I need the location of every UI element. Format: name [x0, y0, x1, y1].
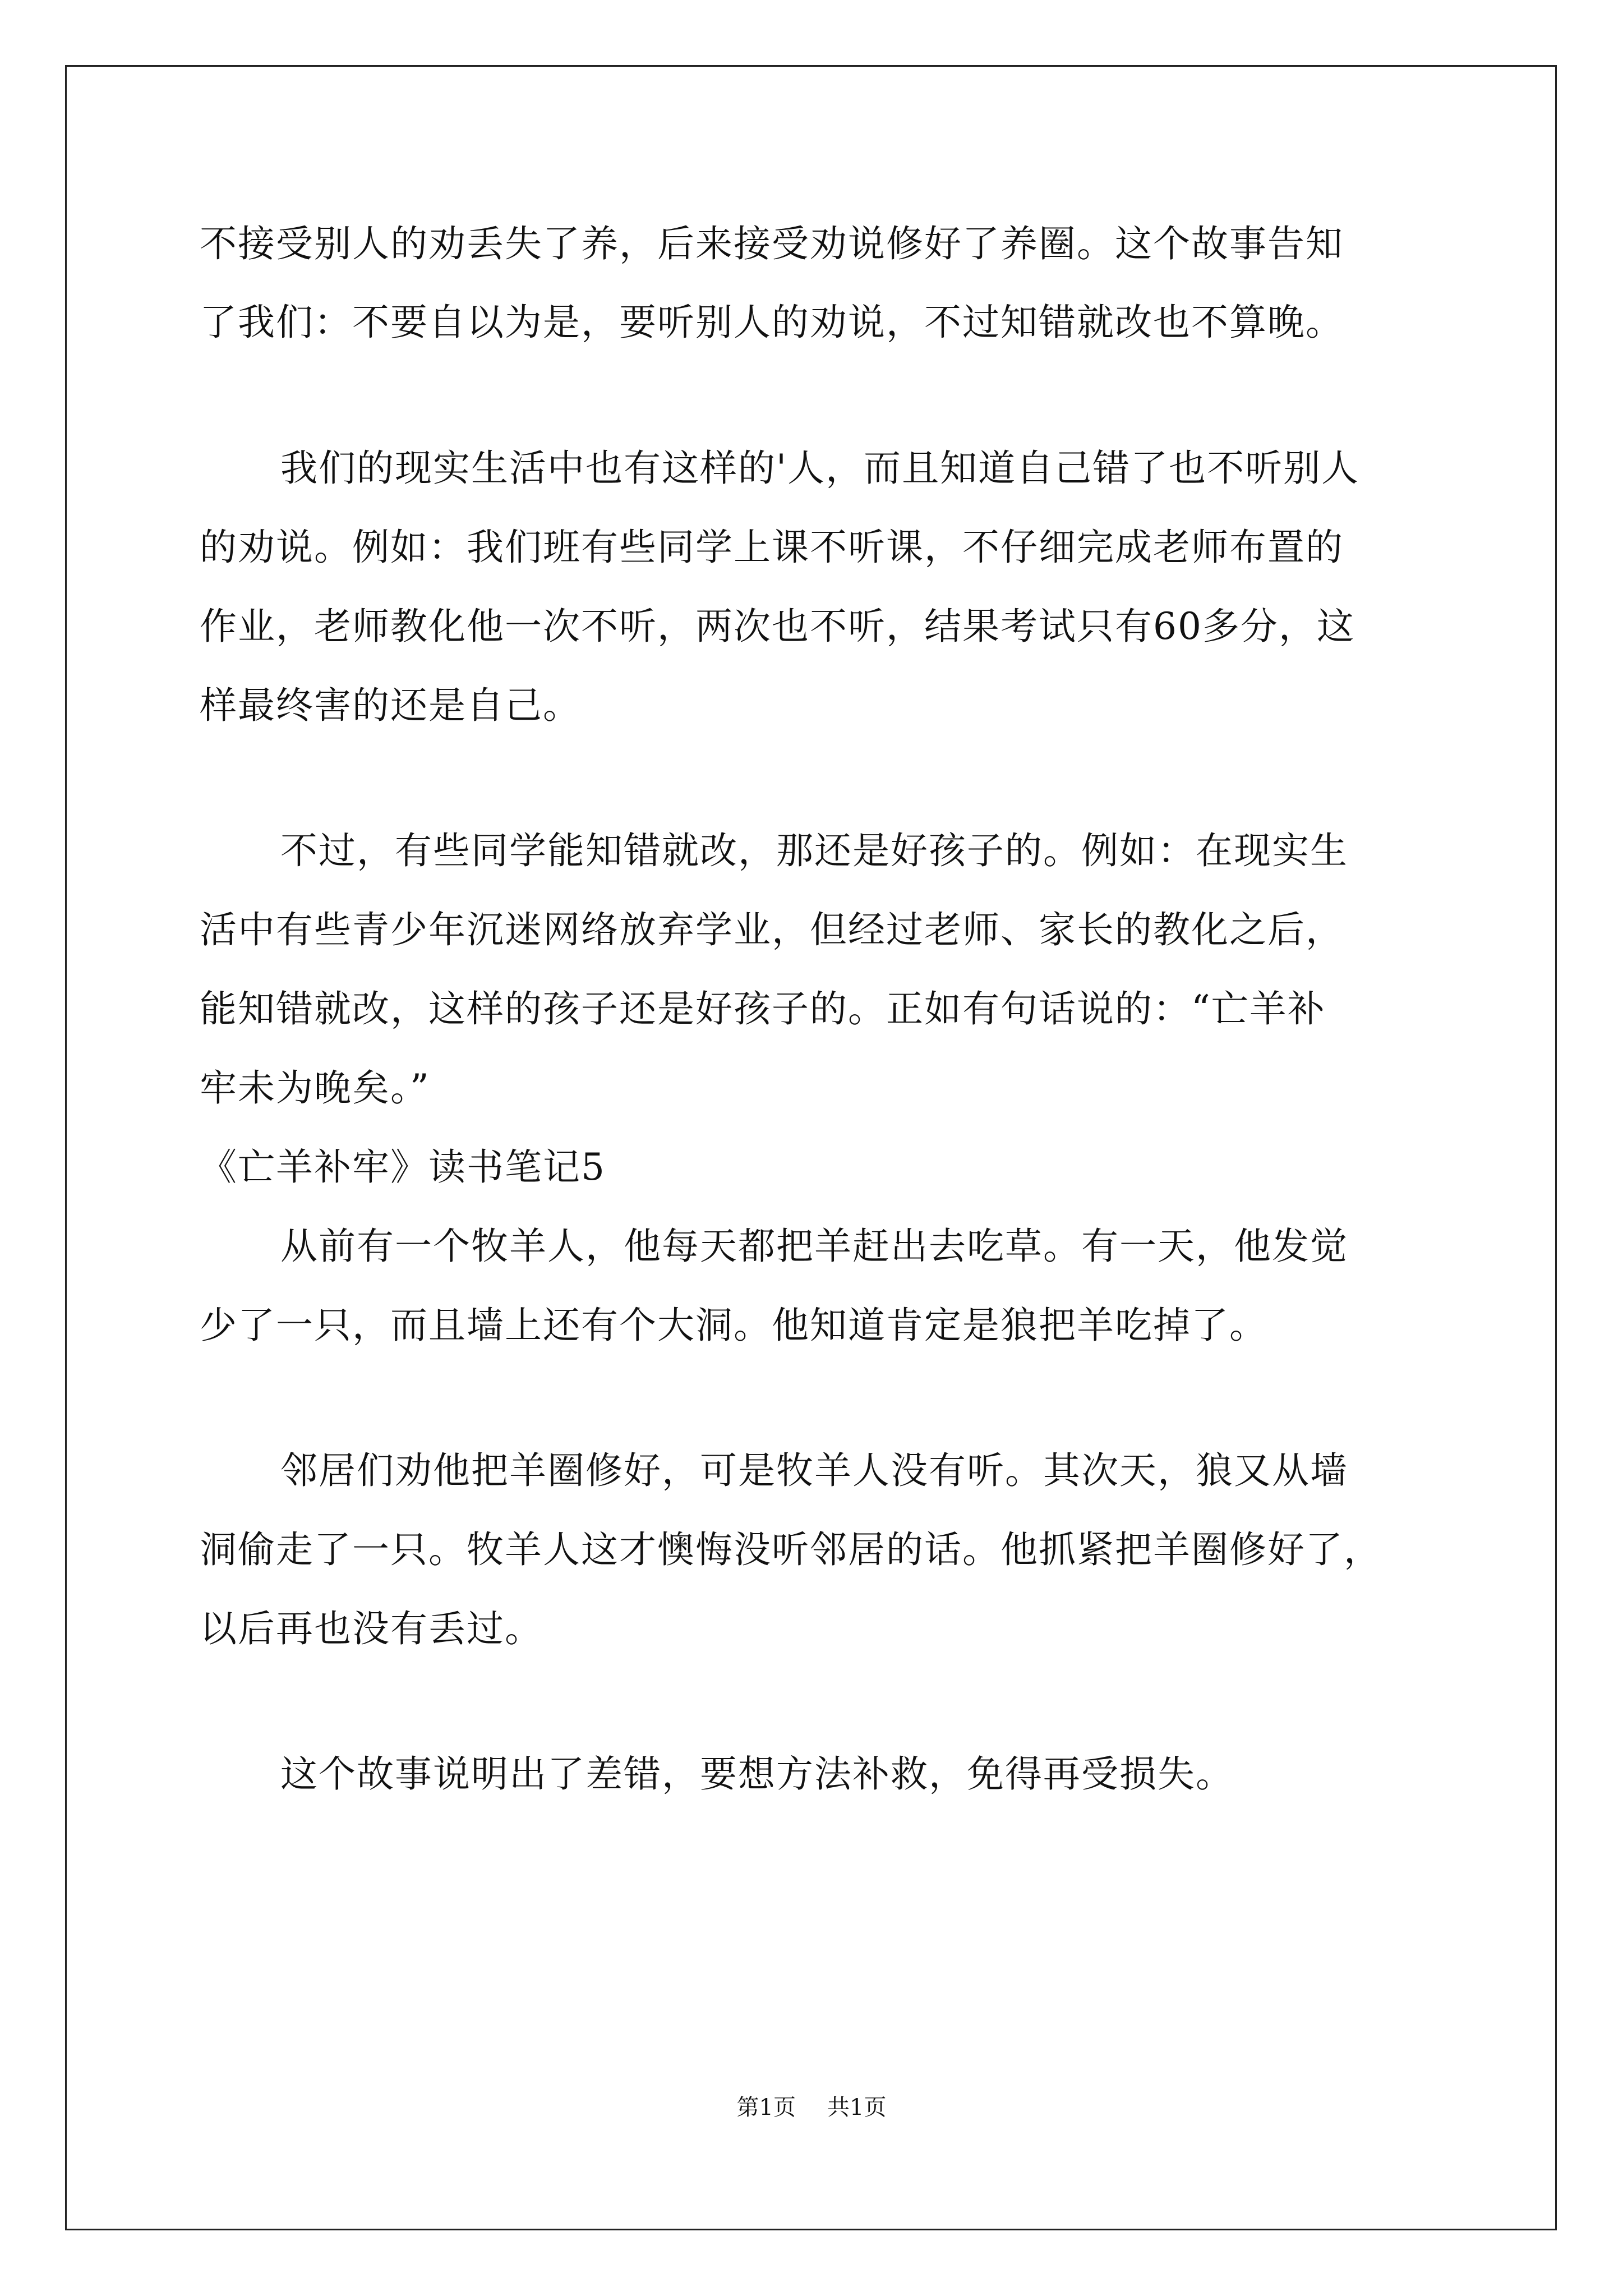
paragraph-line: 了我们：不要自以为是，要听别人的劝说，不过知错就改也不算晚。	[200, 301, 1344, 344]
paragraph-line: 少了一只，而且墙上还有个大洞。他知道肯定是狼把羊吃掉了。	[200, 1304, 1267, 1347]
page-number: 第1页	[736, 2095, 796, 2120]
page-footer	[0, 2093, 1623, 2122]
paragraph-line: 不过，有些同学能知错就改，那还是好孩子的。例如：在现实生	[280, 829, 1348, 872]
paragraph-line: 我们的现实生活中也有这样的'人，而且知道自己错了也不听别人	[280, 447, 1360, 490]
page-total: 共1页	[827, 2095, 887, 2120]
paragraph-line: 这个故事说明出了差错，要想方法补救，免得再受损失。	[280, 1752, 1234, 1796]
paragraph-line: 牢未为晚矣。”	[200, 1066, 430, 1110]
paragraph-line: 邻居们劝他把羊圈修好，可是牧羊人没有听。其次天，狼又从墙	[280, 1449, 1348, 1492]
paragraph-line: 洞偷走了一只。牧羊人这才懊悔没听邻居的话。他抓紧把羊圈修好了，	[200, 1528, 1382, 1571]
paragraph-line: 能知错就改，这样的孩子还是好孩子的。正如有句话说的：“亡羊补	[200, 987, 1326, 1030]
paragraph-line: 样最终害的还是自己。	[200, 684, 581, 727]
paragraph-line: 以后再也没有丢过。	[200, 1607, 543, 1650]
paragraph-line: 的劝说。例如：我们班有些同学上课不听课，不仔细完成老师布置的	[200, 526, 1344, 569]
paragraph-line: 活中有些青少年沉迷网络放弃学业，但经过老师、家长的教化之后，	[200, 908, 1344, 951]
paragraph-line: 不接受别人的劝丢失了养，后来接受劝说修好了养圈。这个故事告知	[200, 222, 1344, 265]
paragraph-line: 从前有一个牧羊人，他每天都把羊赶出去吃草。有一天，他发觉	[280, 1225, 1348, 1268]
paragraph-line: 作业，老师教化他一次不听，两次也不听，结果考试只有60多分，这	[200, 605, 1355, 648]
section-heading: 《亡羊补牢》读书笔记5	[200, 1145, 606, 1189]
